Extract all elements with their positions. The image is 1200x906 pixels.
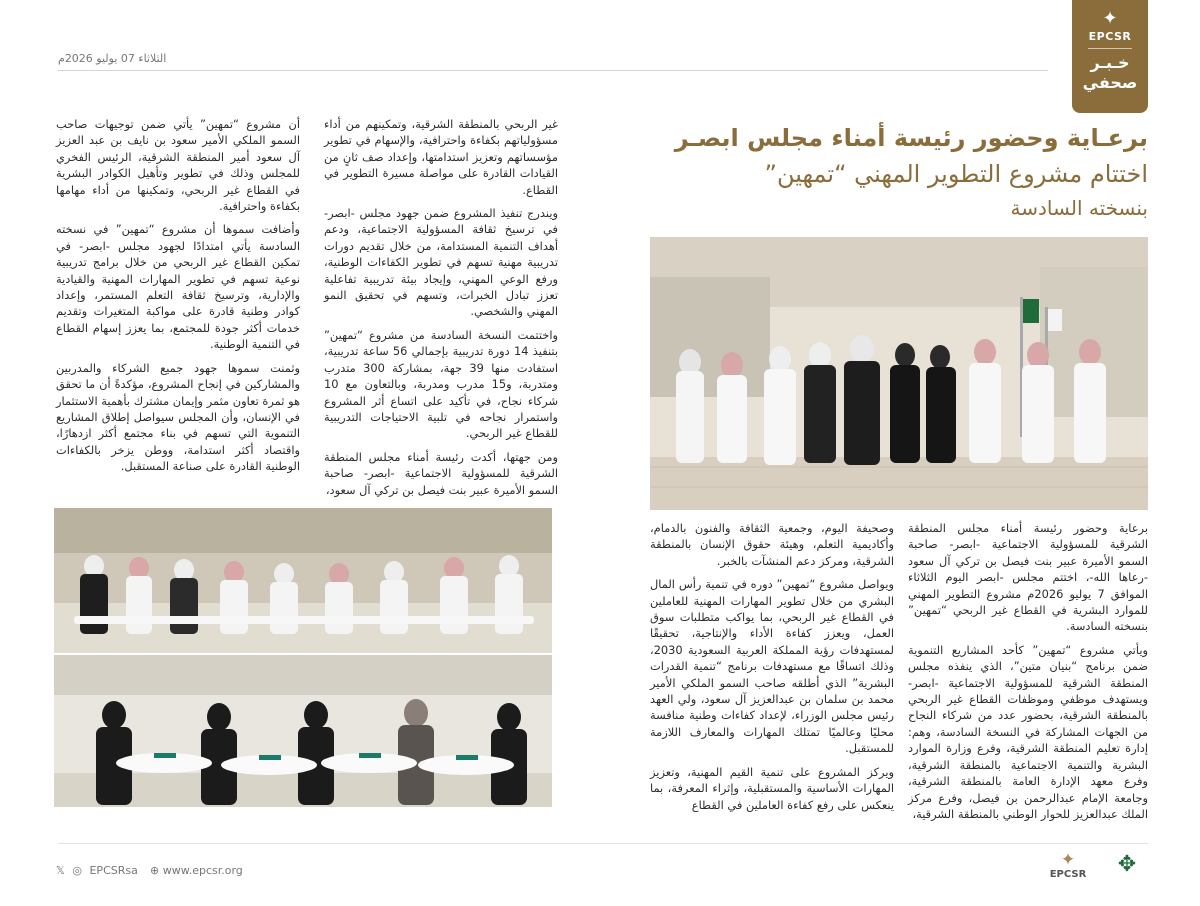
section-label: خـبـر صحفي [1082,53,1138,92]
footer-social[interactable] [56,864,138,877]
article-column-2 [56,116,300,482]
article-column-4 [650,520,894,820]
headline-line-1: برعـاية وحضور رئيسة أمناء مجلس ابصـر [674,124,1148,152]
epcsr-logo-icon: ✦ [1060,850,1076,870]
seminar-photo-women [54,655,552,807]
publish-date: الثلاثاء 07 يوليو 2026م [58,52,167,65]
paragraph: وأضافت سموها أن مشروع “تمهين” في نسخته السادسة يأتي امتدادًا لجهود مجلس -ابصر- في تمكين القطاع غير الربحي من خلال برامج تدريبية نوعية تسهم في تطوير المهارات المهنية والقيادية والإدارية، وترسيخ ثقافة التعلم المستمر، وإعداد كوادر وطنية قادرة على مواكبة المتغيرات وتقديم خدمات أكثر جودة للمجتمع، بما يعزز إسهام القطاع في التنمية الوطنية. [56,222,300,352]
paragraph: وثمنت سموها جهود جميع الشركاء والمدربين والمشاركين في إنجاح المشروع، مؤكدةً أن ما تحقق هو ثمرة تعاون مثمر وإيمان مشترك بأهمية الاستثمار في الإنسان، وأن المجلس سيواصل إطلاق المشاريع التنموية التي تسهم في بناء مجتمع أكثر ازدهارًا، واقتصاد أكثر استدامة، ووطن يزخر بالكفاءات الوطنية القادرة على صناعة المستقبل. [56,360,300,474]
epcsr-logo-text: EPCSR [1049,869,1087,880]
footer-website[interactable] [150,864,243,877]
header-divider [58,70,1048,71]
headline-line-2: اختتام مشروع التطوير المهني “تمهين” [764,160,1148,188]
paragraph: ويندرج تنفيذ المشروع ضمن جهود مجلس -ابصر- في ترسيخ ثقافة المسؤولية الاجتماعية، ودعم أهداف التنمية المستدامة، من خلال تقديم دورات تدريبية مهنية تسهم في تطوير الكفاءات الوطنية، ورفع الوعي المهني، وإيجاد بيئة تدريبية تفاعلية تعزز تبادل الخبرات، وتسهم في تحقيق النمو المهني والشخصي. [324,206,558,319]
paragraph: واختتمت النسخة السادسة من مشروع “تمهين” بتنفيذ 14 دورة تدريبية بإجمالي 56 ساعة تدريبية، استفادت منها 39 جهة، بمشاركة 300 متدرب ومتدربة، و15 مدرب ومدربة، وبالتعاون مع 10 شركاء نجاح، في تأكيد على اتساع أثر المشروع واستمرار نجاحه في تلبية الاحتياجات التدريبية للقطاع غير الربحي. [324,327,558,441]
globe-icon: ⊕ [150,864,160,877]
article-column-3 [908,520,1148,829]
palm-swords-emblem-icon: ✥ [1117,852,1137,877]
brand-name: EPCSR [1088,30,1132,43]
epcsr-logo [1042,852,1094,896]
paragraph: ومن جهتها، أكدت رئيسة أمناء مجلس المنطقة الشرقية للمسؤولية الاجتماعية -ابصر- صاحبة السمو الأميرة عبير بنت فيصل بن تركي آل سعود، [324,449,558,497]
paragraph: أن مشروع “تمهين” يأتي ضمن توجيهات صاحب السمو الملكي الأمير سعود بن نايف بن عبد العزيز آل سعود أمير المنطقة الشرقية، الرئيس الفخري للمجلس وذلك في تطوير وتأهيل الكوادر البشرية في القطاع غير الربحي، وتمكينها من أداء مهامها بكفاءة واحترافية. [56,117,300,214]
headline-line-3: بنسخته السادسة [1010,196,1148,220]
social-handle[interactable]: EPCSRsa [89,864,138,877]
paragraph: ويواصل مشروع “تمهين” دوره في تنمية رأس المال البشري من خلال تطوير المهارات المهنية للعاملين في القطاع غير الربحي، بما يواكب متطلبات سوق العمل، ويعزز كفاءة الأداء والإنتاجية، تحقيقًا لمستهدفات رؤية المملكة العربية السعودية 2030، وذلك اتساقًا مع مستهدفات برنامج “تنمية القدرات البشرية” الذي أطلقه صاحب السمو الملكي الأمير محمد بن سلمان بن عبدالعزيز آل سعود، ولي العهد رئيس مجلس الوزراء، لإعداد كفاءات وطنية منافسة محليًا وعالميًا تمتلك المهارات والمعارف اللازمة للمستقبل. [650,577,894,756]
paragraph: وصحيفة اليوم، وجمعية الثقافة والفنون بالدمام، وأكاديمية التعلم، وهيئة حقوق الإنسان بالمنطقة الشرقية، ومركز دعم المنشآت بالخبر. [650,521,894,568]
paragraph: برعاية وحضور رئيسة أمناء مجلس المنطقة الشرقية للمسؤولية الاجتماعية -ابصر- صاحبة السمو الأميرة عبير بنت فيصل بن تركي آل سعود -رعاها الله-، اختتم مجلس -ابصر اليوم الثلاثاء الموافق 7 يوليو 2026م مشروع التطوير المهني للموارد البشرية في القطاع غير الربحي “تمهين” بنسخته السادسة. [908,521,1149,634]
paragraph: غير الربحي بالمنطقة الشرقية، وتمكينهم من أداء مسؤولياتهم بكفاءة واحترافية، والإسهام في تطوير مؤسساتهم وتعزيز استدامتها، وإعداد صف ثانٍ من القيادات القادرة على مواصلة مسيرة التطوير في القطاع. [324,117,558,197]
paragraph: ويركز المشروع على تنمية القيم المهنية، وتعزيز المهارات الأساسية والمستقبلية، وإثراء المعرفة، بما ينعكس على رفع كفاءة العاملين في القطاع [650,764,894,812]
website-link[interactable]: www.epcsr.org [162,864,243,877]
group-photo [650,237,1148,510]
section-tag [1072,0,1148,113]
x-icon[interactable]: 𝕏 [56,864,65,877]
footer-divider [58,843,1148,844]
emirate-emblem [1104,850,1150,898]
brand-logo-icon: ✦ [1102,8,1118,29]
seminar-photo-men [54,508,552,653]
instagram-icon[interactable]: ◎ [72,864,82,877]
paragraph: ويأتي مشروع “تمهين” كأحد المشاريع التنموية ضمن برنامج “بنيان متين”، الذي ينفذه مجلس المنطقة الشرقية للمسؤولية الاجتماعية -ابصر- ويستهدف موظفي وموظفات القطاع غير الربحي بالمنطقة الشرقية، بحضور عدد من شركاء النجاح من الجهات المشاركة في النسخة السادسة، وهم: إدارة تعليم المنطقة الشرقية، وفرع وزارة الموارد البشرية والتنمية الاجتماعية بالمنطقة الشرقية، وفرع معهد الإدارة العامة بالمنطقة الشرقية، وجامعة الإمام عبدالرحمن بن فيصل، وفرع مركز الملك عبدالعزيز للحوار الوطني بالمنطقة الشرقية، [908,642,1148,821]
article-column-1 [324,116,558,505]
tag-divider [1088,48,1132,49]
